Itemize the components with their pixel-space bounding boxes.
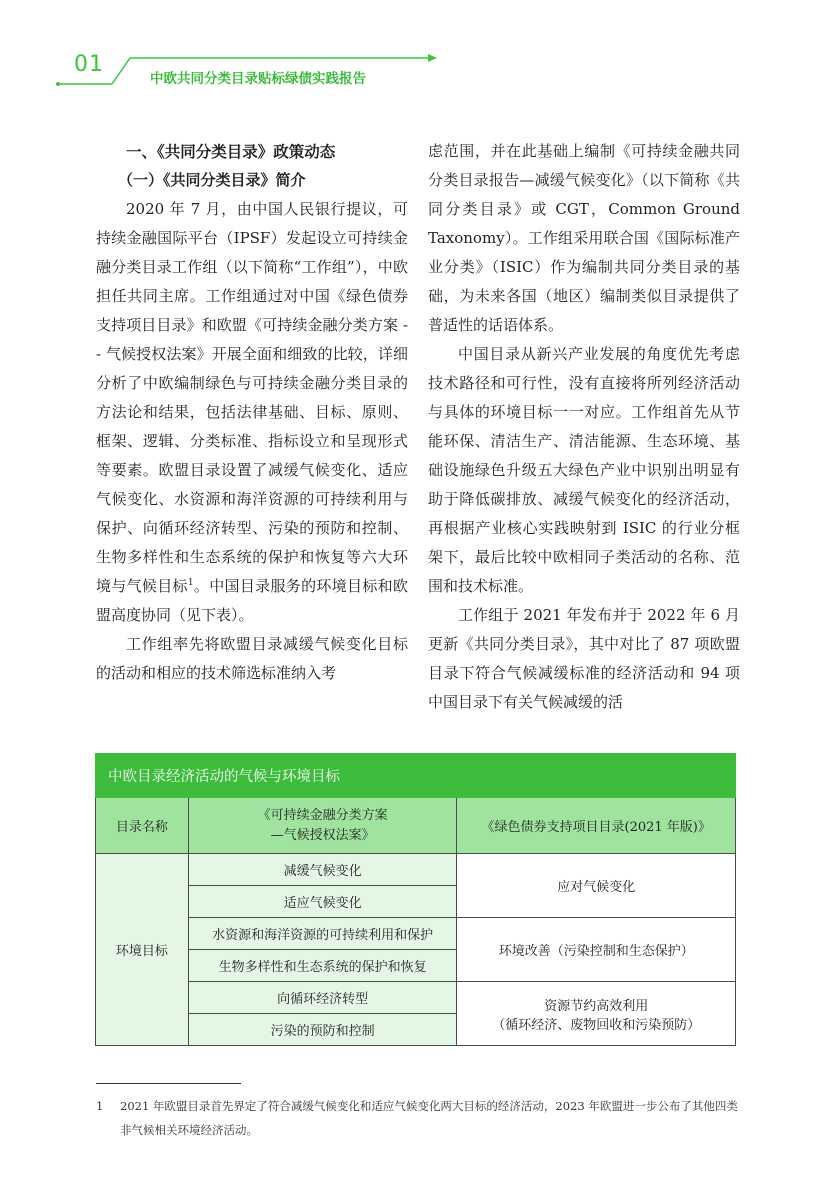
footnote: [96, 1094, 746, 1142]
cn-objective: 应对气候变化: [457, 854, 736, 918]
eu-objective: 污染的预防和控制: [188, 1014, 457, 1046]
header-eu-line1: 《可持续金融分类方案: [257, 807, 388, 823]
section-title: 一、《共同分类目录》政策动态: [126, 142, 336, 161]
paragraph-update: 工作组于 2021 年发布并于 2022 年 6 月更新《共同分类目录》，其中对比了 87 项欧盟目录下符合气候减缓标准的经济活动和 94 项中国目录下有关气候减缓的活: [428, 606, 740, 711]
footnote-number: 1: [96, 1099, 104, 1113]
document-title: 中欧共同分类目录贴标绿债实践报告: [150, 71, 366, 87]
header-eu-line2: —气候授权法案》: [270, 827, 375, 843]
table-header-row: [96, 798, 736, 854]
eu-objective: 向循环经济转型: [188, 982, 457, 1014]
paragraph-intro-text: 2020 年 7 月，由中国人民银行提议，可持续金融国际平台（IPSF）发起设立可持续金融分类目录工作组（以下简称“工作组”），中欧担任共同主席。工作组通过对中国《绿色债券支持项目目录》和欧盟《可持续金融分类方案 -- 气候授权法案》开展全面和细致的比较，详细分析了中欧编制绿色与可持续金融分类目录的方法论和结果，包括法律基础、目标、原则、框架、逻辑、分类标准、指标设立和呈现形式等要素。欧盟目录设置了减缓气候变化、适应气候变化、水资源和海洋资源的可持续利用与保护、向循环经济转型、污染的预防和控制、生物多样性和生态系统的保护和恢复等六大环境与气候目标: [96, 200, 408, 595]
eu-objective: 水资源和海洋资源的可持续利用和保护: [188, 918, 457, 950]
header-eu-taxonomy: [188, 798, 457, 854]
subsection-title: （一）《共同分类目录》简介: [118, 171, 306, 189]
cn-objective: [457, 982, 736, 1046]
right-column: [428, 137, 740, 717]
table-row: [96, 854, 736, 886]
cn-objective-line2: （循环经济、废物回收和污染预防）: [492, 1017, 701, 1033]
footnote-text: 2021 年欧盟目录首先界定了符合减缓气候变化和适应气候变化两大目标的经济活动，2023 年欧盟进一步公布了其他四类非气候相关环境经济活动。: [120, 1099, 738, 1137]
table-caption: 中欧目录经济活动的气候与环境目标: [96, 754, 736, 798]
paragraph-working-group: 工作组率先将欧盟目录减缓气候变化目标的活动和相应的技术筛选标准纳入考: [96, 635, 408, 682]
paragraph-intro: [96, 195, 408, 630]
row-group-label: 环境目标: [96, 854, 189, 1046]
objectives-table: [95, 753, 736, 1046]
left-column: [96, 137, 408, 688]
page-number: 01: [74, 52, 104, 77]
header-cn-catalogue: 《绿色债券支持项目目录(2021 年版)》: [457, 798, 736, 854]
paragraph-intro-end: 。中国目录服务的环境目标和欧盟高度协同（见下表）。: [96, 577, 408, 624]
page-header: [0, 0, 831, 100]
eu-objective: 适应气候变化: [188, 886, 457, 918]
header-catalog-name: 目录名称: [96, 798, 189, 854]
paragraph-china-taxonomy: 中国目录从新兴产业发展的角度优先考虑技术路径和可行性，没有直接将所列经济活动与具体的环境目标一一对应。工作组首先从节能环保、清洁生产、清洁能源、生态环境、基础设施绿色升级五大绿色产业中识别出明显有助于降低碳排放、减缓气候变化的经济活动，再根据产业核心实践映射到 ISIC 的行业分框架下，最后比较中欧相同子类活动的名称、范围和技术标准。: [428, 345, 740, 595]
eu-objective: 减缓气候变化: [188, 854, 457, 886]
footnote-divider: [96, 1083, 241, 1084]
cn-objective: 环境改善（污染控制和生态保护）: [457, 918, 736, 982]
cn-objective-line1: 资源节约高效利用: [544, 998, 649, 1014]
header-decoration: [0, 0, 831, 100]
paragraph-working-group-cont: 虑范围，并在此基础上编制《可持续金融共同分类目录报告—减缓气候变化》（以下简称《共同分类目录》或 CGT，Common Ground Taxonomy）。工作组采用联合国《国际标准产业分类》（ISIC）作为编制共同分类目录的基础，为未来各国（地区）编制类似目录提供了普适性的话语体系。: [428, 142, 740, 334]
eu-objective: 生物多样性和生态系统的保护和恢复: [188, 950, 457, 982]
table-caption-row: [96, 754, 736, 798]
footnote-ref[interactable]: 1: [187, 578, 194, 588]
table-row: [96, 982, 736, 1014]
table-row: [96, 918, 736, 950]
